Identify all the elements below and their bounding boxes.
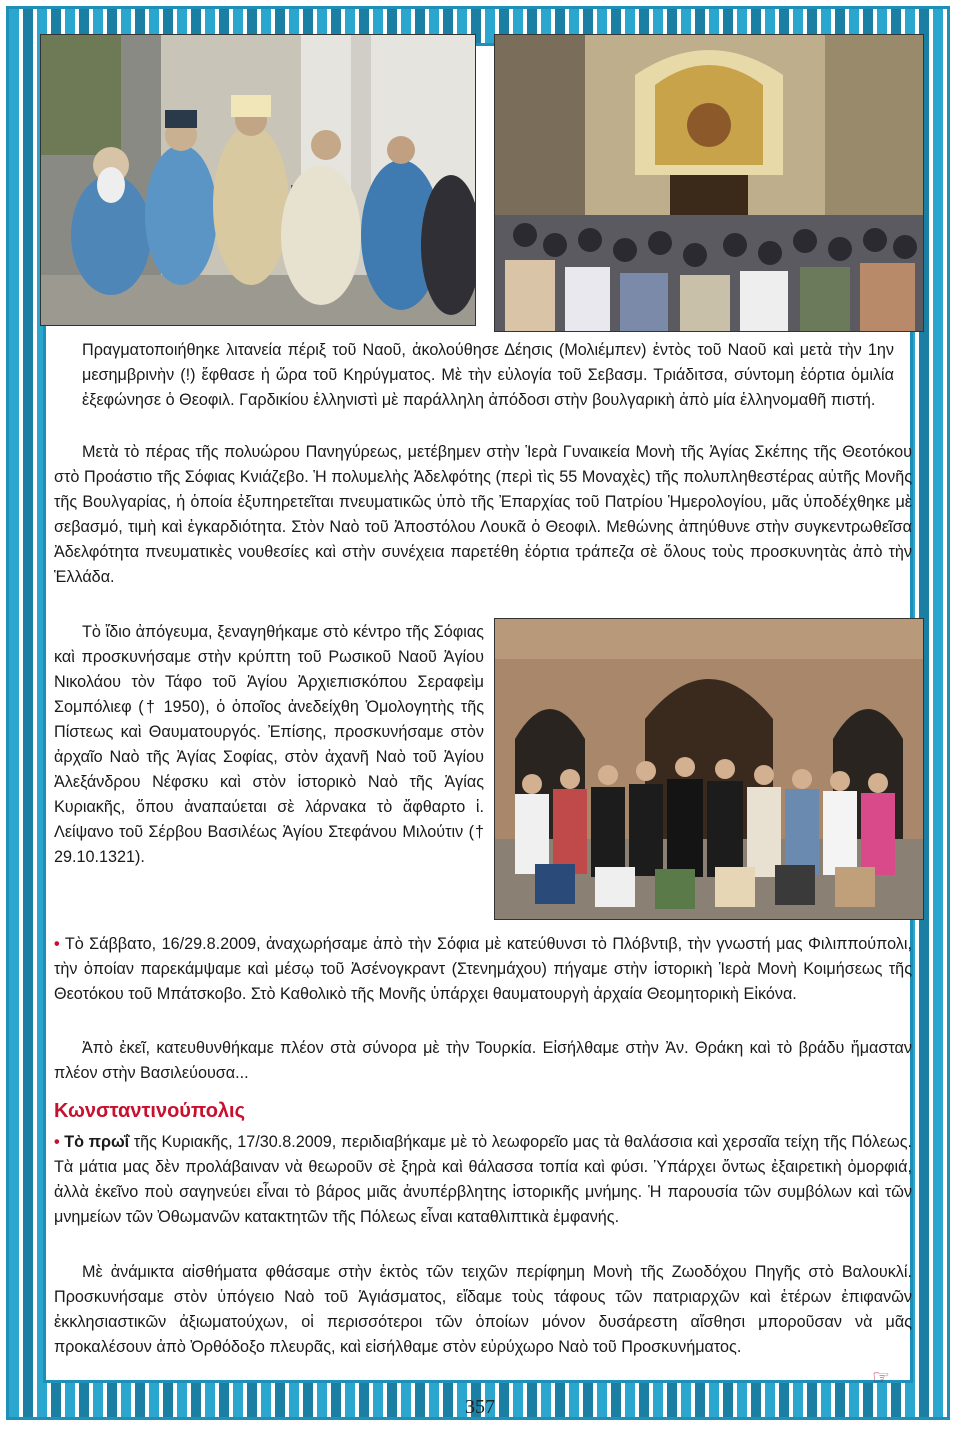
paragraph-saturday-text: Τὸ Σάββατο, 16/29.8.2009, ἀναχωρήσαμε ἀπὸ τὴν Σόφια μὲ κατεύθυνσι τὸ Πλόβντιβ, τὴν γνωστή μας Φιλιππούπολι, τὴν ὁποίαν παρεκάμψαμε καὶ μέσῳ τοῦ Ἀσένογκραντ (Στενημάχου) πήγαμε στὴν ἱστορικὴ Ἱερὰ Μονὴ Κοιμήσεως τῆς Θεοτόκου τοῦ Μπάτσκοβο. Στὸ Καθολικὸ τῆς Μονῆς ὑπάρχει θαυματουργὴ ἀρχαία Θεομητορικὴ Εἰκόνα. [54,935,912,1003]
paragraph-monastery-visit: Μετὰ τὸ πέρας τῆς πολυώρου Πανηγύρεως, μετέβημεν στὴν Ἱερὰ Γυναικεία Μονὴ τῆς Ἁγίας Σκέπης τῆς Θεοτόκου στὸ Προάστιο τῆς Σόφιας Κνιάζεβο. Ἡ πολυμελὴς Ἀδελφότης (περὶ τὶς 55 Μοναχὲς) τῆς πολυπληθεστέρας αὐτῆς Μονῆς τῆς Βουλγαρίας, ἡ ὁποία ἐξυπηρετεῖται πνευματικῶς ὑπὸ τῆς Ἐπαρχίας τοῦ Πατρίου Ἡμερολογίου, μᾶς ὑποδέχθηκε μὲ σεβασμό, τιμὴ καὶ ἐγκαρδιότητα. Στὸν Ναὸ τοῦ Ἀποστόλου Λουκᾶ ὁ Θεοφιλ. Μεθώνης ἀπηύθυνε στὴν συγκεντρωθεῖσα Ἀδελφότητα πνευματικὲς νουθεσίες καὶ στὴν συνέχεια παρετέθη ἑόρτια τράπεζα σὲ ὅλους τοὺς προσκυνητὰς ἀπὸ τὴν Ἑλλάδα. [54,443,912,586]
bullet-marker: • [54,1133,60,1151]
page-number: 357 [465,1396,495,1418]
section-heading-constantinople: Κωνσταντινούπολις [54,1100,245,1122]
paragraph-border-crossing: Ἀπὸ ἐκεῖ, κατευθυνθήκαμε πλέον στὰ σύνορα μὲ τὴν Τουρκία. Εἰσήλθαμε στὴν Ἀν. Θράκη καὶ τὸ βράδυ ἤμασταν πλέον στὴν Βασιλεύουσα... [54,1039,912,1082]
paragraph-balukli-monastery: Μὲ ἀνάμικτα αἰσθήματα φθάσαμε στὴν ἐκτὸς τῶν τειχῶν περίφημη Μονὴ τῆς Ζωοδόχου Πηγῆς στὸ Βαλουκλί. Προσκυνήσαμε στὸν ὑπόγειο Ναὸ τοῦ Ἁγιάσματος, εἴδαμε τοὺς τάφους τῶν πατριαρχῶν καὶ ἑτέρων ἐπιφανῶν ἐκκλησιαστικῶν ἀξιωματούχων, οἱ περισσότεροι τῶν ὁποίων μόνον δυσάρεστη αἴσθησι μποροῦσαν νὰ μᾶς προκαλέσουν ἀπὸ Ὀρθόδοξο πλευρᾶς, καὶ εἰσήλθαμε στὸν εὐρύχωρο Ναὸ τοῦ Προσκυνήματος. [54,1263,912,1356]
photo-clergy-procession [40,34,476,326]
photo-crowd-church-entrance [494,34,924,332]
paragraph-sofia-tour: Τὸ ἴδιο ἀπόγευμα, ξεναγηθήκαμε στὸ κέντρο τῆς Σόφιας καὶ προσκυνήσαμε στὴν κρύπτη τοῦ Ρωσικοῦ Ναοῦ Ἁγίου Νικολάου τὸν Τάφο τοῦ Ἁγίου Ἀρχιεπισκόπου Σεραφεὶμ Σομπόλιεφ († 1950), ὁ ὁποῖος ἀνεδείχθη Ὁμολογητὴς τῆς Πίστεως καὶ Θαυματουργός. Ἐπίσης, προσκυνήσαμε στὸν ἀρχαῖο Ναὸ τῆς Ἁγίας Σοφίας, στὸν ἀχανῆ Ναὸ τοῦ Ἁγίου Ἀλεξάνδρου Νέφσκυ καὶ στὸν ἱστορικὸ Ναὸ τῆς Ἁγίας Κυριακῆς, ὅπου ἀναπαύεται σὲ λάρνακα τὸ ἄφθαρτο ἱ. Λείψανο τοῦ Σέρβου Βασιλέως Ἁγίου Στεφάνου Μιλούτιν († 29.10.1321). [54,623,484,866]
lead-phrase: Τὸ πρωΐ [64,1133,130,1151]
photo-group-portrait [494,618,924,920]
paragraph-saturday-departure [54,932,912,1007]
paragraph-sunday-text: τῆς Κυριακῆς, 17/30.8.2009, περιδιαβήκαμε μὲ τὸ λεωφορεῖο μας τὰ θαλάσσια καὶ χερσαῖα τείχη τῆς Πόλεως. Τὰ μάτια μας δὲν προλάβαιναν νὰ θεωροῦν σὲ ξηρὰ καὶ θάλασσα τοπία καὶ φύσι. Ὑπάρχει ὄντως ἐξαιρετικὴ ὀμορφιά, ἀλλὰ ἐκεῖνο ποὺ σαγηνεύει εἶναι τὸ βάρος μιᾶς ἀνυπέρβλητης ἱστορικῆς μνήμης. Ἡ παρουσία τῶν συμβόλων καὶ τῶν μνημείων τῶν Ὀθωμανῶν κατακτητῶν τῆς Πόλεως εἶναι καταθλιπτικὰ ἐμφανής. [54,1133,912,1226]
paragraph-litany: Πραγματοποιήθηκε λιτανεία πέριξ τοῦ Ναοῦ, ἀκολούθησε Δέησις (Μολιέμπεν) ἐντὸς τοῦ Ναοῦ καὶ μετὰ τὴν 1ην μεσημβρινὴν (!) ἔφθασε ἡ ὥρα τοῦ Κηρύγματος. Μὲ τὴν εὐλογία τοῦ Σεβασμ. Τριάδιτσα, σύντομη ἑόρτια ὁμιλία ἐξεφώνησε ὁ Θεοφιλ. Γαρδικίου ἑλληνιστὶ μὲ παράλληλη ἀπόδοσι στὴν βουλγαρικὴ ἀπὸ μία ἑλληνομαθῆ πιστή. [82,341,894,409]
bullet-marker: • [54,935,60,953]
pointing-hand-continue-icon: ☞ [872,1367,890,1389]
paragraph-sunday-morning [54,1130,912,1230]
